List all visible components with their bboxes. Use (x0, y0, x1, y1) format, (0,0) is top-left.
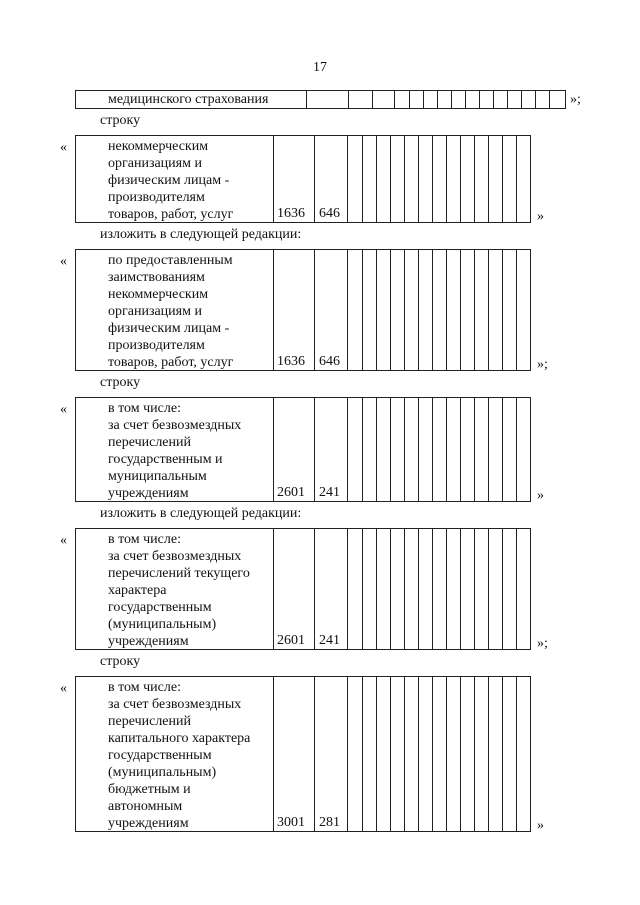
table-cell-divider (390, 398, 391, 501)
row-code-2: 241 (319, 633, 340, 648)
table-cell-divider (404, 398, 405, 501)
block-intro-text: изложить в следующей редакции: (100, 506, 302, 521)
table-cell-divider (273, 398, 274, 501)
table-cell-divider (314, 398, 315, 501)
table-cell-divider (273, 136, 274, 222)
row-code-1: 1636 (277, 206, 305, 221)
table-cell-divider (493, 91, 494, 108)
row-code-1: 3001 (277, 815, 305, 830)
table-cell-divider (347, 529, 348, 649)
table-cell-divider (409, 91, 410, 108)
table-cell-divider (273, 677, 274, 831)
table-cell-divider (446, 677, 447, 831)
table-cell-divider (390, 250, 391, 370)
close-quote: » (537, 209, 544, 224)
table-cell-divider (465, 91, 466, 108)
table-cell-divider (376, 250, 377, 370)
block-intro-text: строку (100, 375, 141, 390)
table-cell-divider (488, 398, 489, 501)
table-cell-divider (376, 529, 377, 649)
table-cell-divider (474, 398, 475, 501)
table-cell-divider (516, 398, 517, 501)
table-cell-divider (474, 136, 475, 222)
table-cell-divider (362, 677, 363, 831)
table-cell-divider (460, 250, 461, 370)
close-quote: » (537, 488, 544, 503)
row-code-1: 1636 (277, 354, 305, 369)
table-cell-divider (432, 529, 433, 649)
table-cell-divider (314, 136, 315, 222)
table-cell-divider (479, 91, 480, 108)
table-cell-divider (502, 677, 503, 831)
table-cell-divider (502, 529, 503, 649)
close-quote: » (537, 818, 544, 833)
page-number: 17 (313, 60, 327, 75)
table-cell-divider (362, 250, 363, 370)
table-cell-divider (446, 250, 447, 370)
table-cell-divider (404, 529, 405, 649)
close-quote: »; (537, 636, 548, 651)
table-cell-divider (372, 91, 373, 108)
table-cell-divider (460, 136, 461, 222)
table-cell-divider (423, 91, 424, 108)
table-cell-divider (460, 398, 461, 501)
table-cell-divider (273, 250, 274, 370)
row-description: в том числе: за счет безвозмездных перечислений государственным и муниципальным учреждениям (108, 401, 242, 501)
table-cell-divider (488, 250, 489, 370)
table-cell-divider (474, 250, 475, 370)
row-code-2: 281 (319, 815, 340, 830)
table-cell-divider (488, 677, 489, 831)
table-cell-divider (418, 250, 419, 370)
table-cell-divider (460, 677, 461, 831)
table-cell-divider (390, 136, 391, 222)
table-cell-divider (502, 398, 503, 501)
row-code-1: 2601 (277, 485, 305, 500)
table-cell-divider (394, 91, 395, 108)
table-cell-divider (362, 398, 363, 501)
table-cell-divider (446, 529, 447, 649)
row-code-1: 2601 (277, 633, 305, 648)
top-row-label: медицинского страхования (108, 92, 269, 107)
table-cell-divider (446, 136, 447, 222)
table-cell-divider (516, 529, 517, 649)
table-cell-divider (390, 677, 391, 831)
row-description: некоммерческим организациям и физическим лицам - производителям товаров, работ, услуг (108, 139, 234, 222)
row-code-2: 241 (319, 485, 340, 500)
row-code-2: 646 (319, 354, 340, 369)
table-cell-divider (347, 677, 348, 831)
table-cell-divider (418, 136, 419, 222)
table-cell-divider (446, 398, 447, 501)
table-cell-divider (502, 250, 503, 370)
table-cell-divider (521, 91, 522, 108)
table-cell-divider (516, 677, 517, 831)
table-cell-divider (432, 677, 433, 831)
table-cell-divider (474, 529, 475, 649)
table-cell-divider (347, 398, 348, 501)
table-cell-divider (404, 136, 405, 222)
open-quote: « (60, 254, 67, 269)
top-row-close-quote: »; (570, 92, 581, 107)
open-quote: « (60, 533, 67, 548)
table-cell-divider (376, 677, 377, 831)
table-cell-divider (273, 529, 274, 649)
table-cell-divider (418, 529, 419, 649)
table-cell-divider (432, 398, 433, 501)
table-cell-divider (314, 529, 315, 649)
table-cell-divider (314, 250, 315, 370)
table-cell-divider (418, 677, 419, 831)
table-cell-divider (488, 136, 489, 222)
table-cell-divider (404, 677, 405, 831)
table-cell-divider (306, 91, 307, 108)
row-description: в том числе: за счет безвозмездных перечислений текущего характера государственным (муниципальным) учреждениям (108, 532, 250, 649)
table-cell-divider (549, 91, 550, 108)
open-quote: « (60, 402, 67, 417)
block-intro-text: изложить в следующей редакции: (100, 227, 302, 242)
row-description: по предоставленным заимствованиям некоммерческим организациям и физическим лицам - производителям товаров, работ, услуг (108, 253, 234, 370)
table-cell-divider (451, 91, 452, 108)
table-cell-divider (390, 529, 391, 649)
table-cell-divider (502, 136, 503, 222)
table-cell-divider (362, 529, 363, 649)
table-cell-divider (535, 91, 536, 108)
table-cell-divider (314, 677, 315, 831)
table-cell-divider (474, 677, 475, 831)
table-cell-divider (347, 250, 348, 370)
table-cell-divider (404, 250, 405, 370)
table-cell-divider (516, 250, 517, 370)
table-cell-divider (418, 398, 419, 501)
table-cell-divider (437, 91, 438, 108)
table-cell-divider (376, 136, 377, 222)
table-cell-divider (376, 398, 377, 501)
open-quote: « (60, 681, 67, 696)
row-code-2: 646 (319, 206, 340, 221)
table-cell-divider (347, 136, 348, 222)
table-cell-divider (348, 91, 349, 108)
open-quote: « (60, 140, 67, 155)
table-cell-divider (432, 136, 433, 222)
table-cell-divider (432, 250, 433, 370)
row-description: в том числе: за счет безвозмездных перечислений капитального характера государственным (муниципальным) бюджетным и автономным учреждениям (108, 680, 251, 831)
table-cell-divider (460, 529, 461, 649)
table-cell-divider (362, 136, 363, 222)
table-cell-divider (507, 91, 508, 108)
table-cell-divider (488, 529, 489, 649)
close-quote: »; (537, 357, 548, 372)
block-intro-text: строку (100, 113, 141, 128)
block-intro-text: строку (100, 654, 141, 669)
table-cell-divider (516, 136, 517, 222)
